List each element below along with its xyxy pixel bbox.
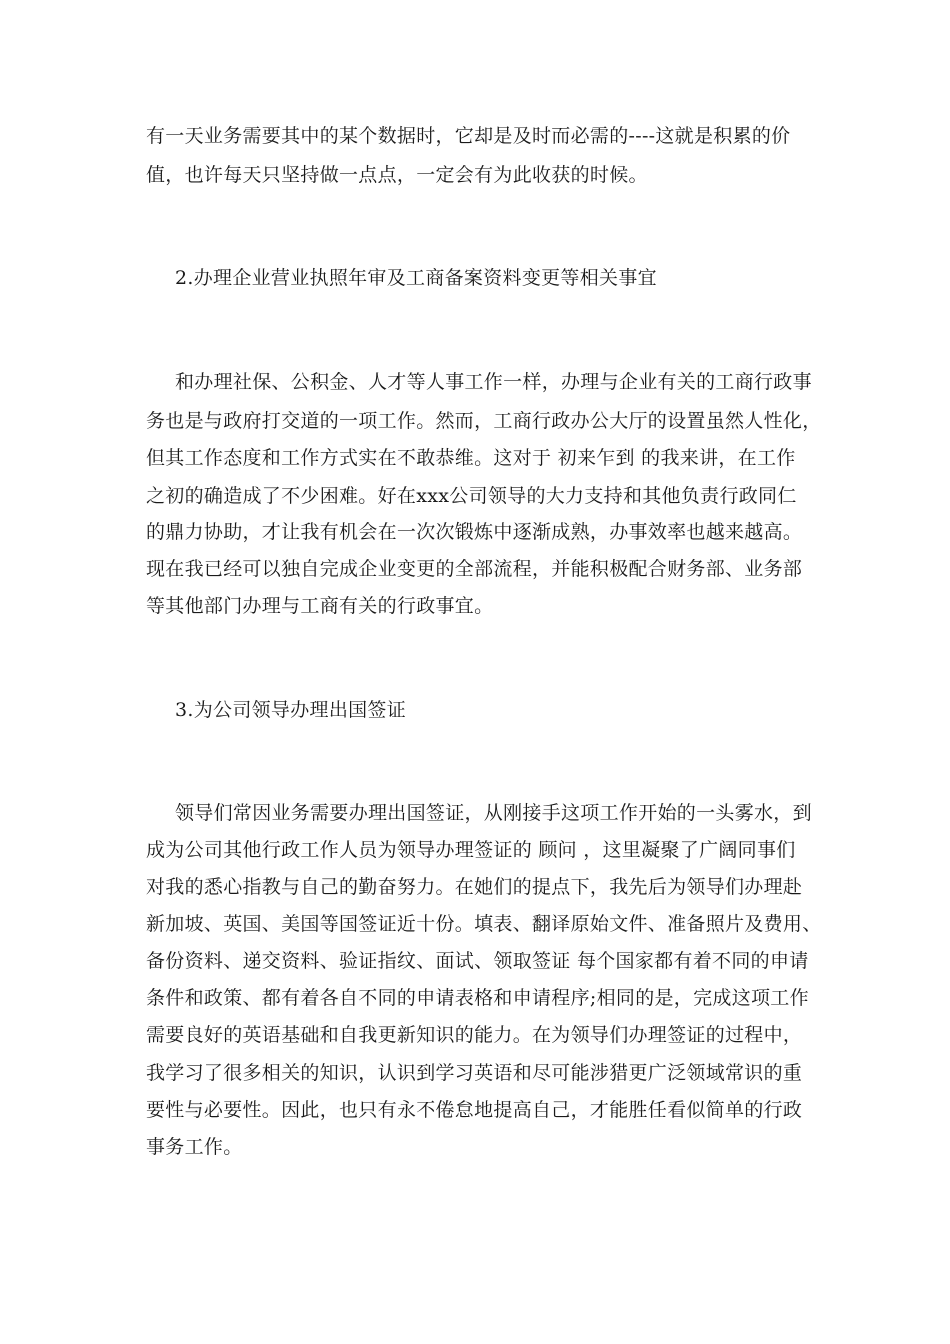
intro-line-1: 有一天业务需要其中的某个数据时，它却是及时而必需的----这就是积累的价 bbox=[146, 125, 791, 147]
section-3-line-4: 新加坡、英国、美国等国签证近十份。填表、翻译原始文件、准备照片及费用、 bbox=[146, 913, 822, 935]
section-3-line-9: 要性与必要性。因此，也只有永不倦怠地提高自己，才能胜任看似简单的行政 bbox=[146, 1099, 803, 1121]
section-2-line-5: 的鼎力协助，才让我有机会在一次次锻炼中逐渐成熟，办事效率也越来越高。 bbox=[146, 521, 803, 543]
section-3-line-10: 事务工作。 bbox=[146, 1136, 243, 1158]
section-3-line-6: 条件和政策、都有着各自不同的申请表格和申请程序;相同的是，完成这项工作 bbox=[146, 987, 809, 1009]
section-2-line-2: 务也是与政府打交道的一项工作。然而，工商行政办公大厅的设置虽然人性化， bbox=[146, 410, 822, 432]
section-2-line-7: 等其他部门办理与工商有关的行政事宜。 bbox=[146, 595, 494, 617]
section-3-line-8: 我学习了很多相关的知识，认识到学习英语和尽可能涉猎更广泛领域常识的重 bbox=[146, 1062, 803, 1084]
section-2-line-1: 和办理社保、公积金、人才等人事工作一样，办理与企业有关的工商行政事 bbox=[175, 371, 812, 393]
section-3-line-7: 需要良好的英语基础和自我更新知识的能力。在为领导们办理签证的过程中， bbox=[146, 1024, 803, 1046]
section-2-line-4: 之初的确造成了不少困难。好在xxx公司领导的大力支持和其他负责行政同仁 bbox=[146, 485, 797, 507]
section-3-line-3: 对我的悉心指教与自己的勤奋努力。在她们的提点下，我先后为领导们办理赴 bbox=[146, 876, 803, 898]
section-3-heading: 3.为公司领导办理出国签证 bbox=[175, 699, 407, 721]
section-3-line-1: 领导们常因业务需要办理出国签证，从刚接手这项工作开始的一头雾水，到 bbox=[175, 802, 812, 824]
section-3-line-2: 成为公司其他行政工作人员为领导办理签证的 顾问 ，这里凝聚了广阔同事们 bbox=[146, 839, 796, 861]
section-2-line-3: 但其工作态度和工作方式实在不敢恭维。这对于 初来乍到 的我来讲，在工作 bbox=[146, 447, 796, 469]
section-2-heading: 2.办理企业营业执照年审及工商备案资料变更等相关事宜 bbox=[175, 267, 657, 289]
intro-line-2: 值，也许每天只坚持做一点点，一定会有为此收获的时候。 bbox=[146, 164, 648, 186]
section-2-line-6: 现在我已经可以独自完成企业变更的全部流程，并能积极配合财务部、业务部 bbox=[146, 558, 803, 580]
section-3-line-5: 备份资料、递交资料、验证指纹、面试、领取签证 每个国家都有着不同的申请 bbox=[146, 950, 809, 972]
